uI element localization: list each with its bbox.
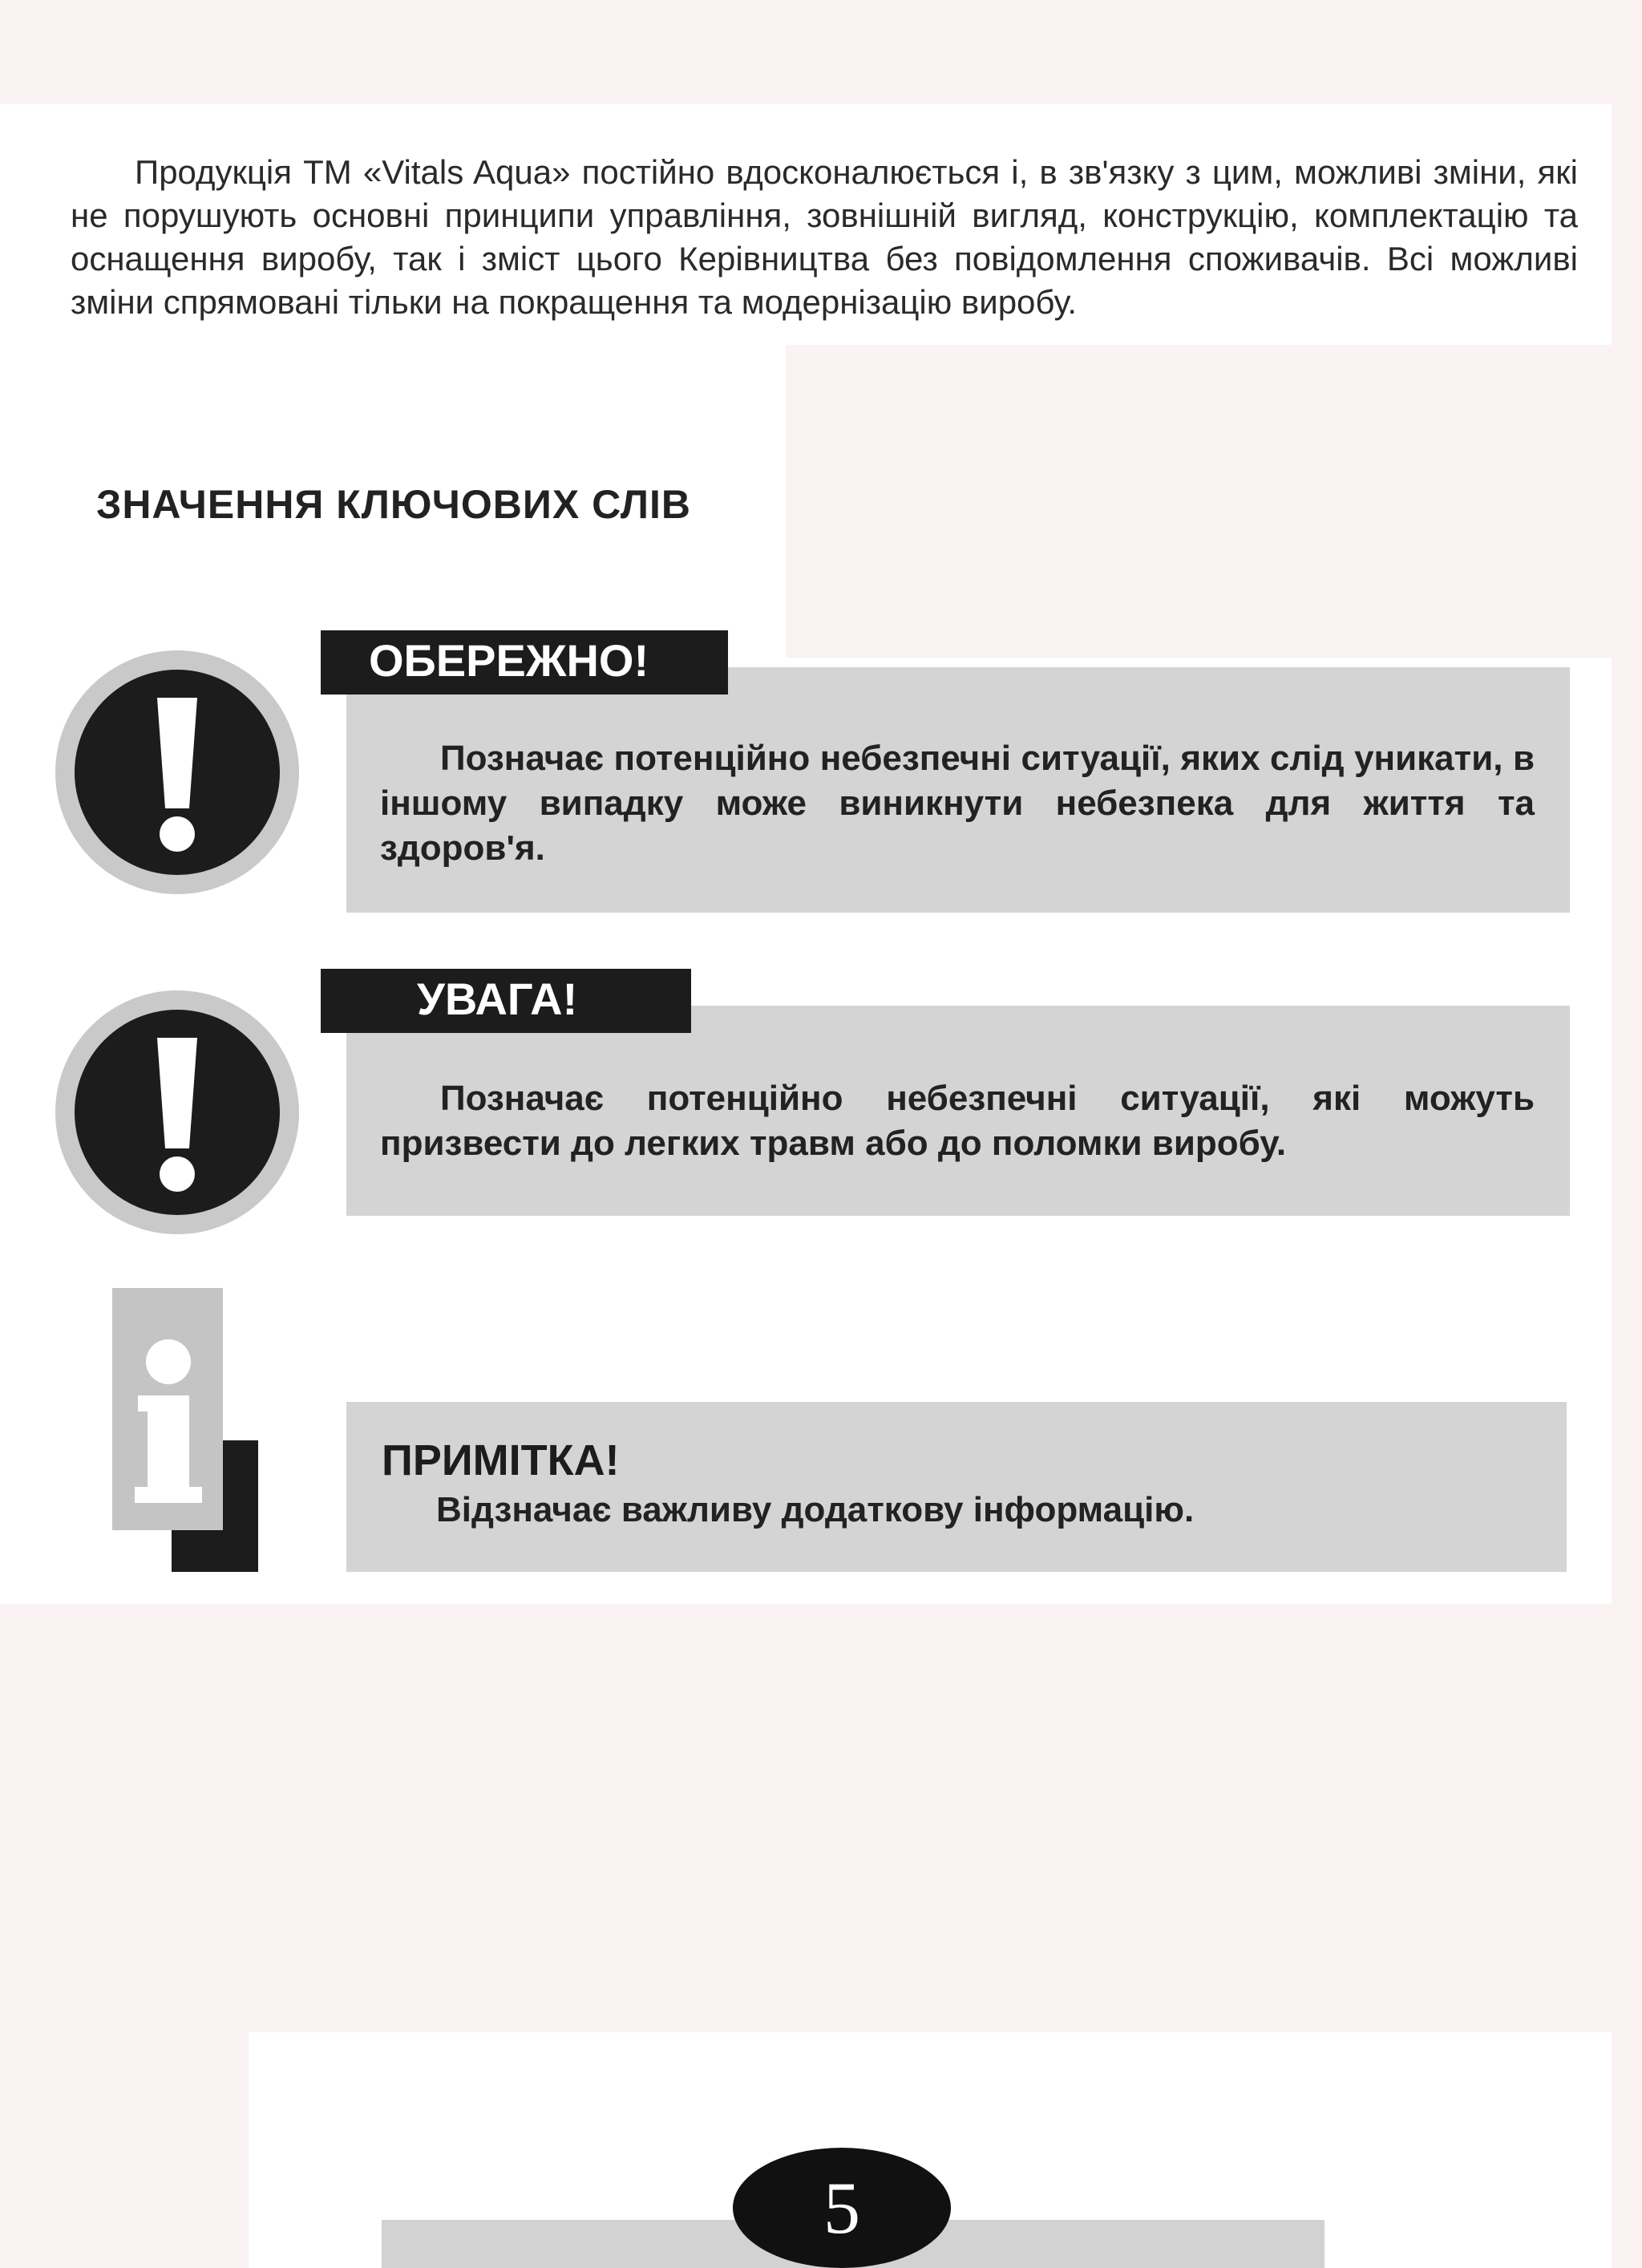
note-box xyxy=(346,1402,1567,1572)
attention-label: УВАГА! xyxy=(321,969,691,1033)
page-number: 5 xyxy=(733,2148,951,2268)
caution-text: Позначає потенційно небезпечні ситуації, яких слід уникати, в іншому випадку може виникнути небезпека для життя та здоров'я. xyxy=(380,739,1535,868)
section-title: ЗНАЧЕННЯ КЛЮЧОВИХ СЛІВ xyxy=(96,482,692,527)
info-icon xyxy=(112,1288,260,1572)
exclamation-circle-icon xyxy=(53,648,301,897)
intro-paragraph: Продукція ТМ «Vitals Aqua» постійно вдосконалюється і, в зв'язку з цим, можливі зміни, які не порушують основні принципи управління, зовнішній вигляд, конструкцію, комплектацію та оснащення виробу, так і зміст цього Керівництва без повідомлення споживачів. Всі можливі зміни спрямовані тільки на покращення та модернізацію виробу. xyxy=(71,153,1578,321)
caution-label: ОБЕРЕЖНО! xyxy=(321,630,728,695)
note-label: ПРИМІТКА! xyxy=(382,1436,620,1484)
attention-text: Позначає потенційно небезпечні ситуації, які можуть призвести до легких травм або до поломки виробу. xyxy=(380,1079,1535,1163)
exclamation-circle-icon xyxy=(53,988,301,1237)
note-text: Відзначає важливу додаткову інформацію. xyxy=(436,1490,1195,1529)
